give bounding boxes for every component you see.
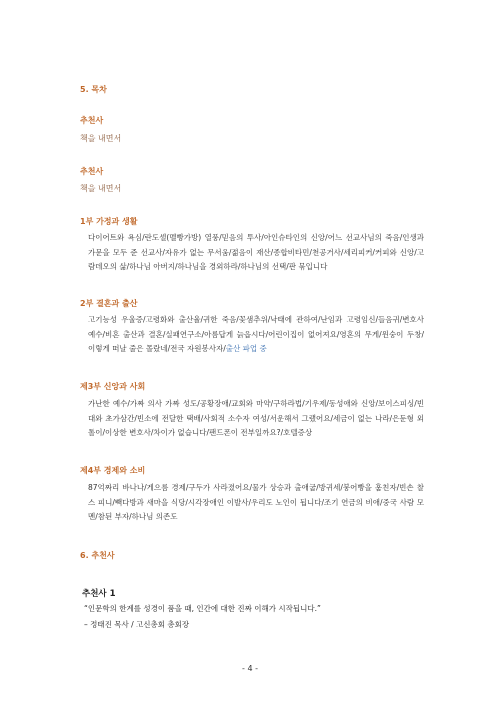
part-3-title: 제3부 신앙과 사회 bbox=[80, 382, 146, 391]
part-2-title: 2부 결혼과 출산 bbox=[80, 299, 138, 308]
part-1-title: 1부 가정과 생활 bbox=[80, 217, 138, 226]
part-2-highlight: 출산 파업 중 bbox=[225, 344, 267, 354]
recommendation-quote: “인문학의 한계를 성경이 품을 때, 인간에 대한 진짜 이해가 시작됩니다.” bbox=[84, 604, 321, 613]
part-1-text: 다이어트와 욕심/란도셀(멜빵가방) 열풍/믿음의 투사/아인슈타인의 신앙/어느 선교사님의 죽음/인생과 가문을 모두 준 선교사/자유가 없는 무서움/젊음이 재산/종합비타민/천공거사/세리피커/커피와 신앙/고람데오의 삶/하나님 아버지/하나님을 경외하라/하나님의 선택/판 묶입니다 bbox=[88, 233, 424, 272]
section-6-heading: 6. 추천사 bbox=[80, 551, 115, 560]
recommend-sub-2: 책을 내면서 bbox=[80, 184, 122, 193]
part-2-paragraph bbox=[88, 313, 424, 357]
recommendation-heading: 추천사 1 bbox=[82, 589, 116, 599]
toc-heading: 5. 목차 bbox=[80, 85, 107, 94]
part-4-text: 87억짜리 바나나/게으름 경제/구두가 사라졌어요/물가 상승과 출애굽/방귀세/붕어빵을 훔친자/빈손 찰스 피니/빽다방과 새마을 식당/시각장애인 이발사/우리도 노인이 됩니다/조기 연금의 비애/중국 사람 모멘/참된 부자/하나님 의존도 bbox=[88, 483, 424, 522]
recommend-sub-1: 책을 내면서 bbox=[80, 134, 122, 143]
page-number: - 4 - bbox=[242, 664, 258, 673]
recommend-title-2: 추천사 bbox=[80, 167, 104, 176]
part-4-title: 제4부 경제와 소비 bbox=[80, 466, 146, 475]
part-2-text: 고기능성 우울증/고령화와 출산율/귀한 죽음/꽃샘추위/낙태에 관하여/난임과 고령임신/들음귀/변호사 예수/비혼 출산과 결혼/실패연구소/아름답게 늙읍시다/어린이집이 없어져요/영혼의 무게/윈숭이 두창/이렇게 떠날 줄은 몰랐네/전국 자원봉사자/ bbox=[88, 315, 424, 354]
recommend-title-1: 추천사 bbox=[80, 116, 104, 125]
part-3-text: 가난한 예수/가짜 의사 가짜 성도/공황장애/교회와 마약/구하라법/기우제/동성애와 신앙/보이스피싱/빈대와 초가삼간/빈소에 전달한 택배/사회적 소수자 여성/서운해서 그랬어요/세금이 없는 나라/은둔형 외톨이/이상한 변호사/차이가 없습니다/팬드폰이 전부일까요?/호텔증상 bbox=[88, 399, 424, 438]
recommendation-author: – 정태진 목사 / 고신총회 총회장 bbox=[84, 620, 190, 629]
